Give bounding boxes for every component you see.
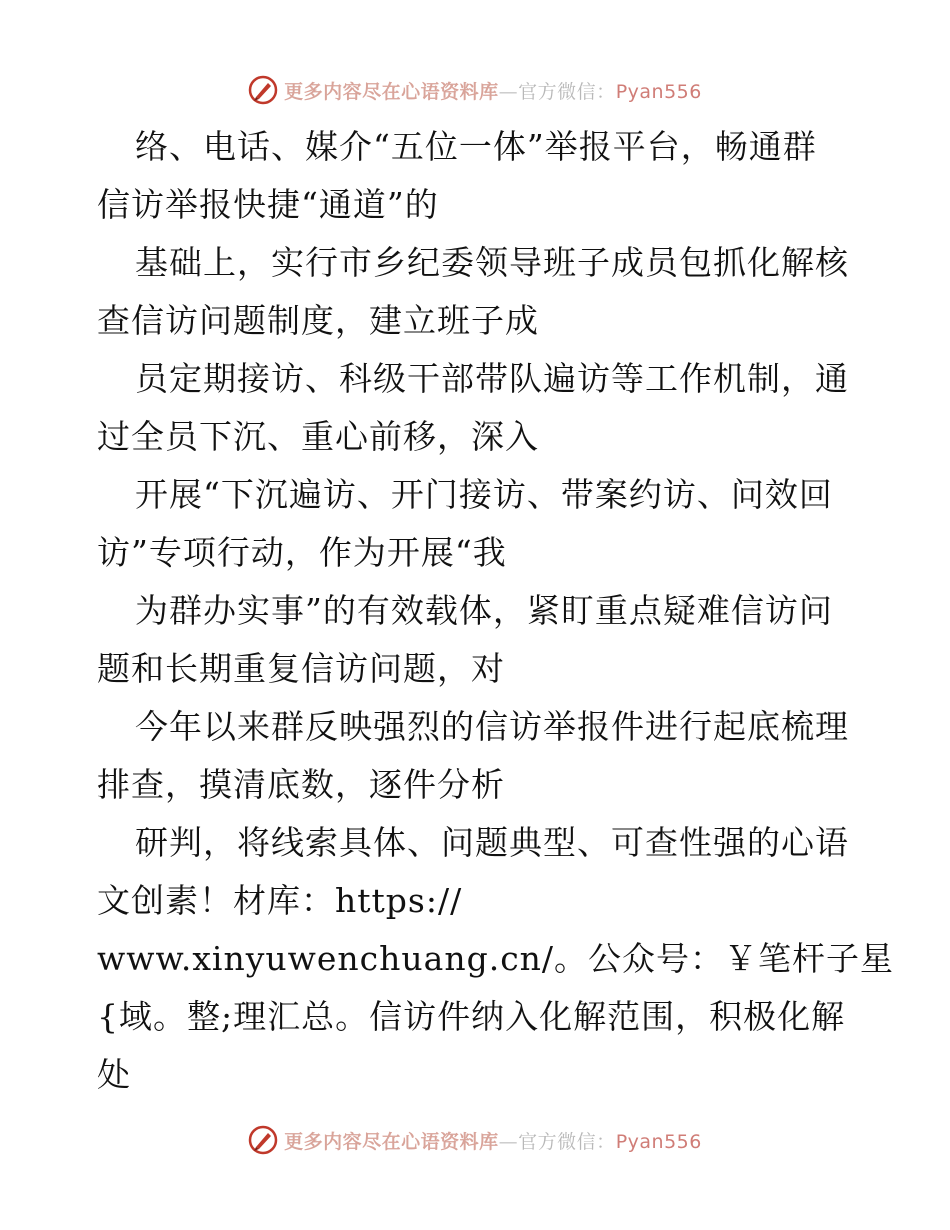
- banner-main-text: 更多内容尽在心语资料库: [284, 1130, 499, 1153]
- pen-logo-icon: [248, 1125, 278, 1155]
- text-line: 处: [97, 1055, 131, 1094]
- banner-wechat-id: Pyan556: [615, 80, 702, 103]
- text-line: 题和长期重复信访问题，对: [97, 649, 505, 688]
- banner-main-text: 更多内容尽在心语资料库: [284, 80, 499, 103]
- banner-wechat-label: 官方微信：: [518, 1130, 616, 1153]
- text-line: 过全员下沉、重心前移，深入: [97, 417, 539, 456]
- document-body: [97, 118, 895, 1104]
- pen-logo-icon: [248, 75, 278, 105]
- text-line: www.xinyuwenchuang.cn/。公众号：￥笔杆子星: [97, 939, 895, 978]
- header-banner: [0, 70, 950, 110]
- text-line: 访”专项行动，作为开展“我: [97, 533, 507, 572]
- text-line: 研判，将线索具体、问题典型、可查性强的心语: [135, 823, 849, 862]
- text-line: 络、电话、媒介“五位一体”举报平台，畅通群: [135, 127, 817, 166]
- banner-separator: —: [498, 1130, 519, 1153]
- text-line: 查信访问题制度，建立班子成: [97, 301, 539, 340]
- text-line: 排查，摸清底数，逐件分析: [97, 765, 505, 804]
- banner-wechat-id: Pyan556: [615, 1130, 702, 1153]
- text-line: 为群办实事”的有效载体，紧盯重点疑难信访问: [135, 591, 833, 630]
- text-line: 信访举报快捷“通道”的: [97, 185, 439, 224]
- text-line: 基础上，实行市乡纪委领导班子成员包抓化解核: [135, 243, 849, 282]
- footer-banner: [0, 1120, 950, 1160]
- text-line: 开展“下沉遍访、开门接访、带案约访、问效回: [135, 475, 833, 514]
- text-line: 今年以来群反映强烈的信访举报件进行起底梳理: [135, 707, 849, 746]
- text-line: 员定期接访、科级干部带队遍访等工作机制，通: [135, 359, 849, 398]
- banner-separator: —: [498, 80, 519, 103]
- text-line: {域。整;理汇总。信访件纳入化解范围，积极化解: [97, 997, 846, 1036]
- text-line: 文创素！材库：https://: [97, 881, 463, 920]
- banner-wechat-label: 官方微信：: [518, 80, 616, 103]
